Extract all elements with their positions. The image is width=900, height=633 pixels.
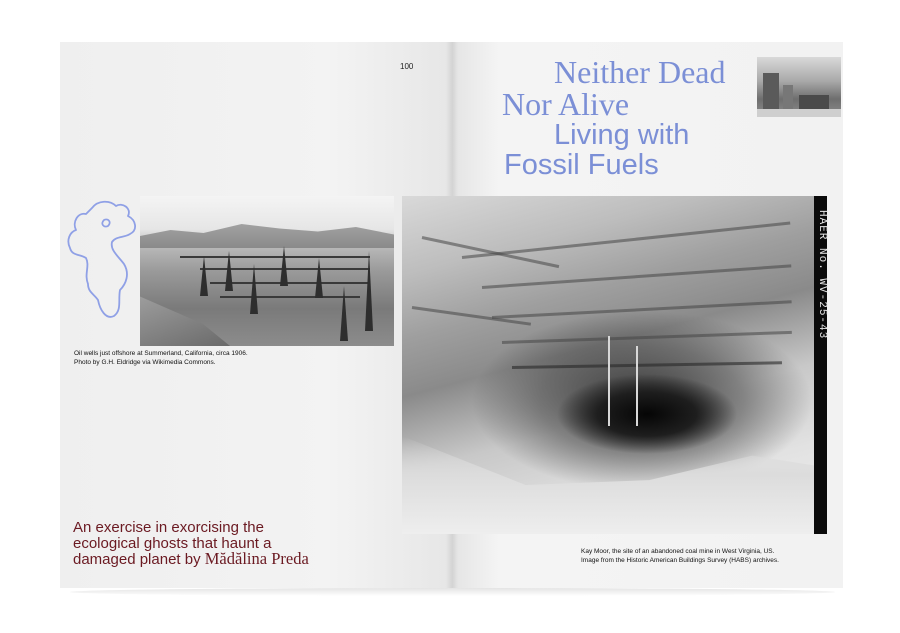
mine-caption: [581, 548, 779, 565]
oil-wells-caption-line-2: Photo by G.H. Eldridge via Wikimedia Commons.: [74, 358, 216, 366]
title-line-2: Nor Alive: [502, 86, 630, 122]
article-subtitle: [73, 520, 309, 568]
film-marking: HAER No. WV-25-43: [816, 210, 828, 340]
oil-wells-caption: [74, 350, 248, 367]
author-name: Mădălina Preda: [204, 549, 309, 568]
title-line-1: Neither Dead: [554, 54, 726, 90]
mine-caption-line-1: Kay Moor, the site of an abandoned coal mine in West Virginia, US.: [581, 548, 775, 555]
subtitle-line-1: An exercise in exorcising the: [73, 519, 264, 536]
title-line-4: Fossil Fuels: [504, 149, 659, 181]
subtitle-line-3: [73, 551, 309, 568]
oil-wells-caption-line-1: Oil wells just offshore at Summerland, California, circa 1906.: [74, 350, 248, 357]
building-photo: [757, 57, 841, 117]
subtitle-line-2: ecological ghosts that haunt a: [73, 534, 272, 552]
book-shadow: [70, 588, 835, 596]
mine-caption-line-2: Image from the Historic American Buildings Survey (HABS) archives.: [581, 556, 779, 564]
coal-mine-photo: [402, 196, 827, 534]
ghost-outline-icon: [64, 198, 140, 320]
oil-wells-photo: [140, 196, 394, 346]
page-number: 100: [400, 62, 414, 71]
subtitle-line-3-prefix: damaged planet by: [73, 551, 205, 568]
title-line-3: Living with: [554, 119, 690, 151]
